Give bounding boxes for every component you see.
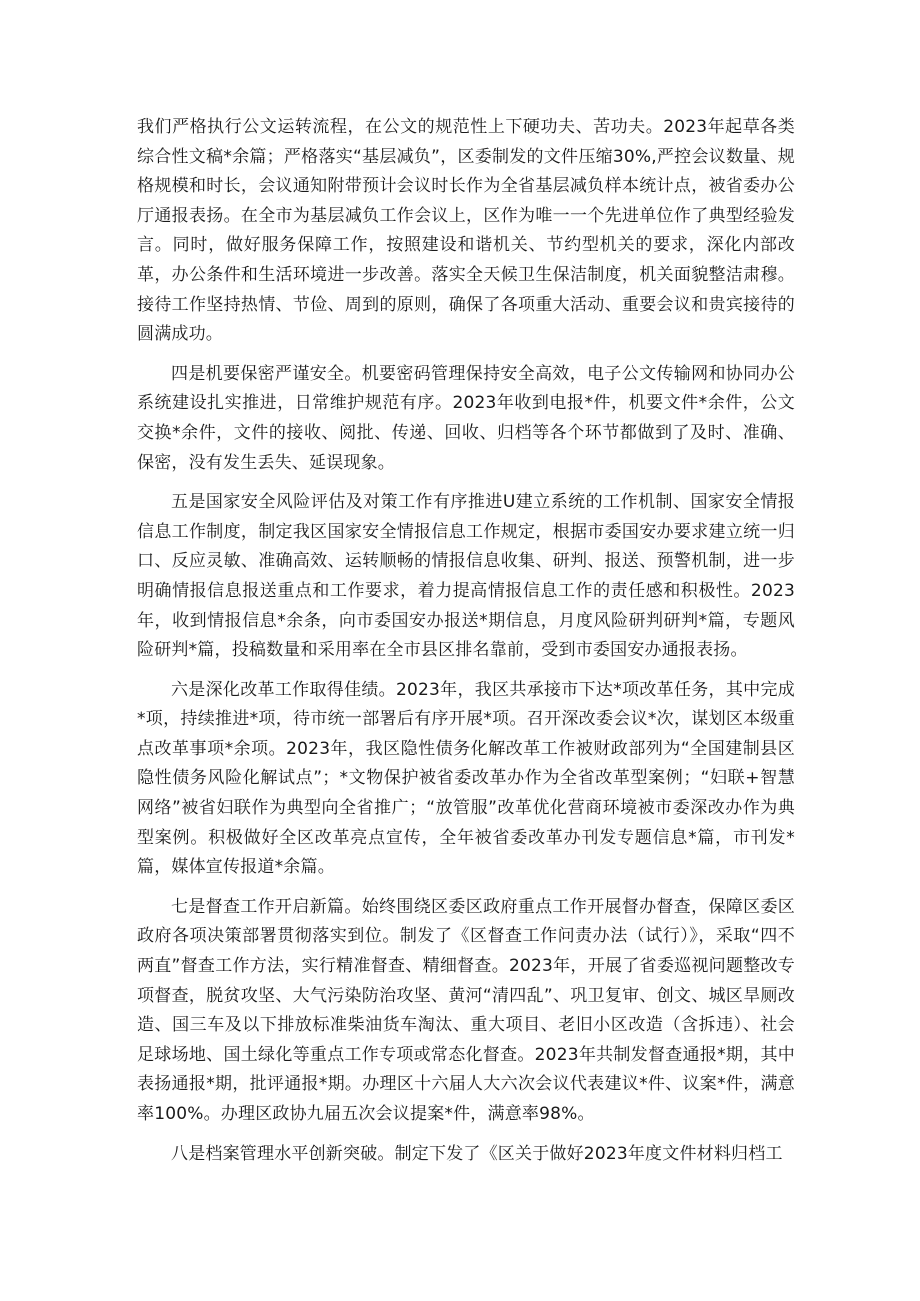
paragraph-confidential-work: 四是机要保密严谨安全。机要密码管理保持安全高效，电子公文传输网和协同办公系统建设扎实推进，日常维护规范有序。2023年收到电报*件，机要文件*余件，公文交换*余件，文件的接收、阅批、传递、回收、归档等各个环节都做到了及时、准确、保密，没有发生丢失、延误现象。 (137, 363, 795, 473)
paragraph-supervision-work: 七是督查工作开启新篇。始终围绕区委区政府重点工作开展督办督查，保障区委区政府各项决策部署贯彻落实到位。制发了《区督查工作问责办法（试行）》，采取“四不两直”督查工作方法，实行精准督查、精细督查。2023年，开展了省委巡视问题整改专项督查，脱贫攻坚、大气污染防治攻坚、黄河“清四乱”、巩卫复审、创文、城区旱厕改造、国三车及以下排放标准柴油货车淘汰、重大项目、老旧小区改造（含拆违）、社会足球场地、国土绿化等重点工作专项或常态化督查。2023年共制发督查通报*期，其中表扬通报*期，批评通报*期。办理区十六届人大六次会议代表建议*件、议案*件，满意率100%。办理区政协九届五次会议提案*件，满意率98%。 (137, 896, 795, 1124)
paragraph-national-security: 五是国家安全风险评估及对策工作有序推进U建立系统的工作机制、国家安全情报信息工作制度，制定我区国家安全情报信息工作规定，根据市委国安办要求建立统一归口、反应灵敏、准确高效、运转顺畅的情报信息收集、研判、报送、预警机制，进一步明确情报信息报送重点和工作要求，着力提高情报信息工作的责任感和积极性。2023年，收到情报信息*余条，向市委国安办报送*期信息，月度风险研判研判*篇，专题风险研判*篇，投稿数量和采用率在全市县区排名靠前，受到市委国安办通报表扬。 (137, 492, 795, 661)
paragraph-reform-work: 六是深化改革工作取得佳绩。2023年，我区共承接市下达*项改革任务，其中完成*项，持续推进*项，待市统一部署后有序开展*项。召开深改委会议*次，谋划区本级重点改革事项*余项。2023年，我区隐性债务化解改革工作被财政部列为“全国建制县区隐性债务风险化解试点”；*文物保护被省委改革办作为全省改革型案例；“妇联+智慧网络”被省妇联作为典型向全省推广；“放管服”改革优化营商环境被市委深改办作为典型案例。积极做好全区改革亮点宣传，全年被省委改革办刊发专题信息*篇，市刊发*篇，媒体宣传报道*余篇。 (137, 679, 795, 878)
paragraph-continuation: 我们严格执行公文运转流程，在公文的规范性上下硬功夫、苦功夫。2023年起草各类综合性文稿*余篇；严格落实“基层减负”，区委制发的文件压缩30%,严控会议数量、规格规模和时长，会议通知附带预计会议时长作为全省基层减负样本统计点，被省委办公厅通报表扬。在全市为基层减负工作会议上，区作为唯一一个先进单位作了典型经验发言。同时，做好服务保障工作，按照建设和谐机关、节约型机关的要求，深化内部改革，办公条件和生活环境进一步改善。落实全天候卫生保洁制度，机关面貌整洁肃穆。接待工作坚持热情、节俭、周到的原则，确保了各项重大活动、重要会议和贵宾接待的圆满成功。 (137, 117, 795, 345)
paragraph-archive-management: 八是档案管理水平创新突破。制定下发了《区关于做好2023年度文件材料归档工 (171, 1143, 783, 1164)
document-body (137, 113, 795, 1179)
